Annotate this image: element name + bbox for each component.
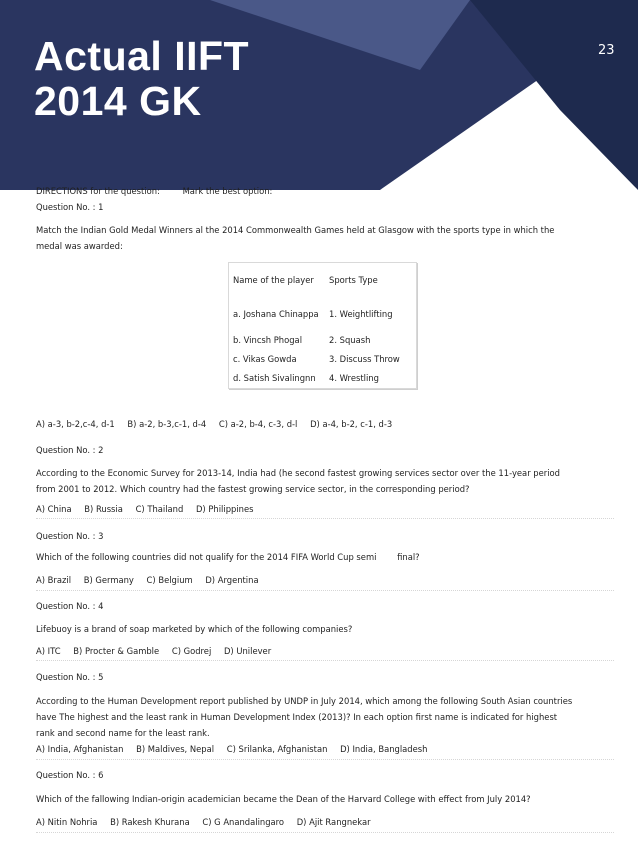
question-4-options	[36, 646, 281, 656]
divider	[36, 518, 614, 519]
table-cell: 3. Discuss Throw	[329, 354, 400, 364]
question-4-label: Question No. : 4	[36, 601, 104, 611]
option-b: B) Germany	[83, 575, 134, 585]
title-line-1: Actual IIFT	[34, 33, 250, 79]
divider	[36, 590, 614, 591]
option-d: D) Unilever	[223, 646, 272, 656]
table-header-cell: Name of the player	[233, 274, 314, 285]
question-1-text: Match the Indian Gold Medal Winners al the 2014 Commonwealth Games held at Glasgow with the sports type in which the medal was awarded:	[36, 225, 555, 251]
page-title	[34, 34, 249, 124]
option-c: C) G Anandalingaro	[202, 817, 285, 827]
option-b: B) Maldives, Nepal	[136, 744, 215, 754]
question-5-label: Question No. : 5	[36, 672, 104, 682]
question-2-label: Question No. : 2	[36, 445, 104, 455]
option-a: A) India, Afghanistan	[36, 744, 124, 754]
table-row	[229, 369, 417, 389]
table-row	[229, 331, 417, 350]
table-cell: a. Joshana Chinappa	[233, 308, 319, 319]
question-5-options	[36, 744, 437, 754]
page-number: 23	[598, 43, 615, 58]
table-cell: c. Vikas Gowda	[233, 354, 297, 364]
option-d: D) Ajit Rangnekar	[296, 817, 371, 827]
option-a: A) Brazil	[36, 575, 72, 585]
option-c: C) Godrej	[171, 646, 212, 656]
table-cell: d. Satish Sivalingnn	[233, 373, 316, 383]
option-d: D) a-4, b-2, c-1, d-3	[310, 419, 393, 429]
option-a: A) ITC	[36, 646, 61, 656]
option-b: B) Rakesh Khurana	[110, 817, 190, 827]
option-c: C) Thailand	[135, 504, 184, 514]
question-1-label: Question No. : 1	[36, 202, 104, 212]
title-line-2: 2014 GK	[34, 78, 202, 124]
question-3-text	[36, 552, 420, 562]
option-b: B) Procter & Gamble	[73, 646, 160, 656]
option-d: D) Argentina	[205, 575, 259, 585]
table-header-cell: Sports Type	[329, 274, 378, 285]
question-6-text: Which of the fallowing Indian-origin academician became the Dean of the Harvard College with effect from July 2014?	[36, 794, 531, 804]
option-b: B) a-2, b-3,c-1, d-4	[127, 419, 207, 429]
option-a: A) Nitin Nohria	[36, 817, 98, 827]
table-cell: b. Vincsh Phogal	[233, 335, 303, 345]
question-6-label: Question No. : 6	[36, 770, 104, 780]
table-cell: 1. Weightlifting	[329, 308, 393, 319]
divider	[36, 832, 614, 833]
directions-text: Mark the best option:	[182, 186, 273, 196]
question-3-text-main: Which of the following countries did not qualify for the 2014 FIFA World Cup semi	[36, 552, 377, 562]
question-3-options	[36, 575, 269, 585]
table-cell: 2. Squash	[329, 335, 371, 345]
option-a: A) a-3, b-2,c-4, d-1	[36, 419, 115, 429]
table-row	[229, 297, 417, 331]
question-3-label: Question No. : 3	[36, 531, 104, 541]
option-a: A) China	[36, 504, 72, 514]
question-1-options	[36, 419, 402, 429]
option-d: D) Philippines	[195, 504, 254, 514]
question-2-options	[36, 504, 264, 514]
table-header-row	[229, 263, 417, 298]
table-cell: 4. Wrestling	[329, 373, 379, 383]
option-b: B) Russia	[84, 504, 123, 514]
option-c: C) Srilanka, Afghanistan	[226, 744, 328, 754]
question-4-text: Lifebuoy is a brand of soap marketed by which of the following companies?	[36, 624, 353, 634]
option-c: C) a-2, b-4, c-3, d-l	[218, 419, 298, 429]
option-d: D) India, Bangladesh	[340, 744, 428, 754]
directions-label: DIRECTIONS for the question:	[36, 186, 160, 196]
question-3-text-end: final?	[397, 552, 420, 562]
divider	[36, 660, 614, 661]
question-5-text: According to the Human Development report published by UNDP in July 2014, which among the following South Asian countries have The highest and the least rank in Human Development Index (2013)? In each option first name is indicated for highest rank and second name for the least rank.	[36, 696, 573, 738]
divider	[36, 759, 614, 760]
option-c: C) Belgium	[146, 575, 193, 585]
directions	[36, 186, 272, 196]
table-row	[229, 350, 417, 369]
match-table	[228, 262, 417, 389]
question-2-text: According to the Economic Survey for 2013-14, India had (he second fastest growing services sector over the 11-year period from 2001 to 2012. Which country had the fastest growing service sector, in the corresponding period?	[36, 468, 560, 494]
question-6-options	[36, 817, 381, 827]
